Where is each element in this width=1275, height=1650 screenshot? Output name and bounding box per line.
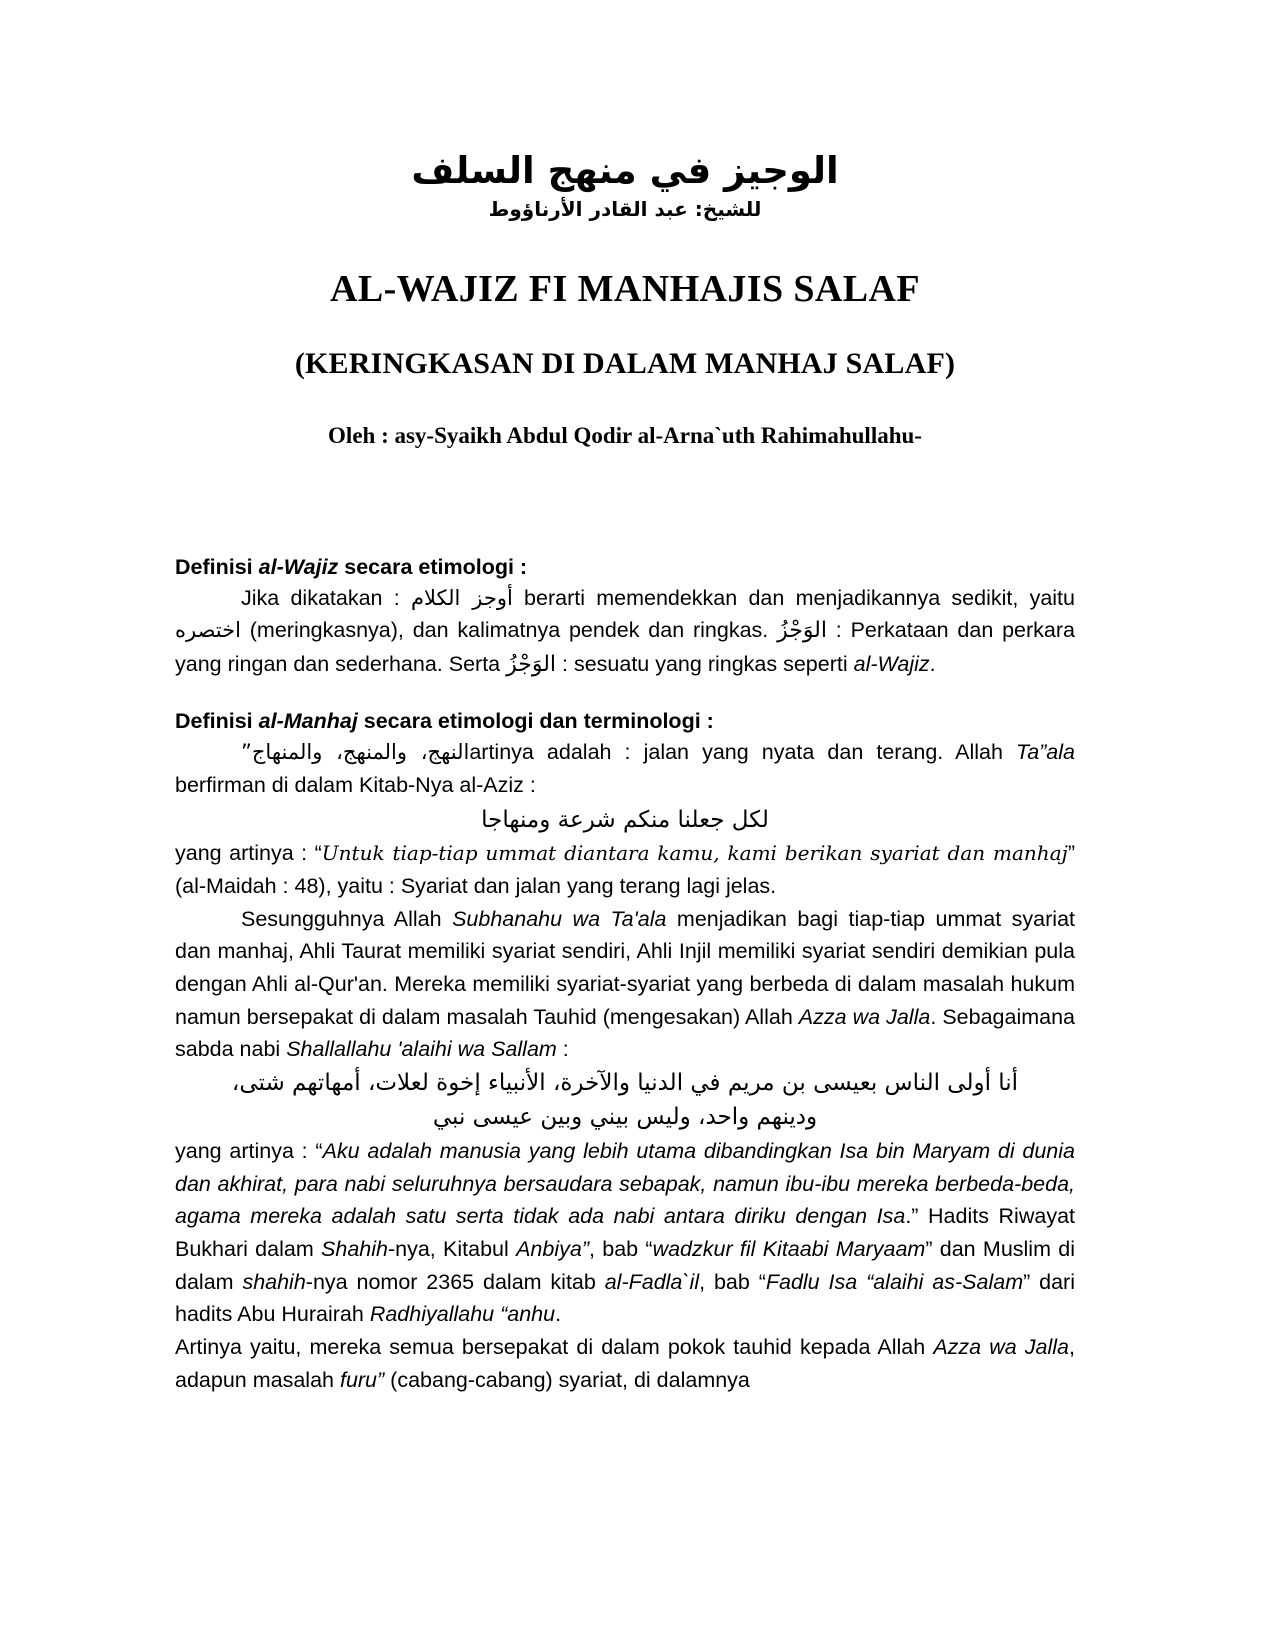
text-run: , bab “ — [588, 1237, 653, 1261]
quran-verse-al-maidah-48: لكل جعلنا منكم شرعة ومنهاجا — [481, 806, 769, 833]
text-run: . — [929, 651, 936, 676]
text-run: -nya nomor 2365 dalam kitab — [305, 1269, 605, 1294]
heading-prefix: Definisi — [175, 709, 259, 734]
paragraph-sesungguhnya-allah — [175, 903, 1075, 1066]
term-shallallahu-alaihi-wa-sallam: Shallallahu 'alaihi wa Sallam — [286, 1037, 557, 1062]
text-run: . Sebagaimana sabda nabi — [175, 1004, 1075, 1062]
heading-suffix: secara etimologi dan terminologi : — [357, 709, 714, 734]
term-azza-wa-jalla: Azza wa Jalla — [798, 1004, 931, 1029]
text-run: yang artinya : “ — [175, 1138, 323, 1163]
heading-definisi-al-wajiz — [175, 553, 1075, 582]
hadith-arabic-line-1: أنا أولى الناس بعيسى بن مريم في الدنيا والآخرة، الأنبياء إخوة لعلات، أمهاتهم شتى، — [231, 1069, 1019, 1096]
term-taala: Ta”ala — [1016, 740, 1075, 765]
term-anbiya: Anbiya” — [516, 1237, 589, 1261]
text-run: : sesuatu yang ringkas seperti — [556, 651, 854, 676]
term-subhanahu-wa-taala: Subhanahu wa Ta'ala — [452, 906, 667, 931]
byline: Oleh : asy-Syaikh Abdul Qodir al-Arna`uth Rahimahullahu- — [328, 422, 922, 448]
text-run: ” dan Muslim di dalam — [175, 1237, 1076, 1294]
heading-term: al-Wajiz — [258, 554, 339, 579]
paragraph-hadith-translation — [175, 1135, 1075, 1331]
text-run: (meringkasnya), dan kalimatnya pendek dan ringkas. — [240, 618, 778, 643]
main-title: AL-WAJIZ FI MANHAJIS SALAF — [330, 267, 920, 310]
text-run: : — [556, 1037, 569, 1062]
text-run: ” (al-Maidah : 48), yaitu : Syariat dan jalan yang terang lagi jelas. — [175, 841, 1075, 898]
arabic-phrase-an-nahj: النهج، والمنهج، والمنهاج” — [241, 740, 470, 765]
text-run: yang artinya : “ — [175, 841, 322, 866]
text-run: -nya, Kitabul — [387, 1237, 517, 1261]
paragraph-verse-translation — [175, 837, 1075, 902]
text-run: Jika dikatakan : — [241, 585, 411, 610]
arabic-word-al-wajz-1: الوَجْزُ — [777, 618, 827, 644]
page-content — [175, 0, 1075, 1396]
arabic-word-al-wajz-2: الوَجْزُ — [506, 651, 557, 677]
term-al-wajiz: al-Wajiz — [853, 651, 930, 676]
verse-translation-quote: Untuk tiap-tiap ummat diantara kamu, kami berikan syariat dan manhaj — [321, 841, 1068, 866]
heading-definisi-al-manhaj — [175, 707, 1075, 736]
arabic-phrase-ikhtasarahu: اختصره — [175, 618, 241, 643]
heading-term: al-Manhaj — [258, 709, 358, 734]
term-al-fadlail: al-Fadla`il — [604, 1269, 700, 1294]
arabic-author-line: للشيخ: عبد القادر الأرناؤوط — [488, 196, 762, 221]
arabic-title: الوجيز في منهج السلف — [411, 149, 839, 192]
text-run: menjadikan bagi tiap-tiap ummat syariat dan manhaj, Ahli Taurat memiliki syariat sendiri, Ahli Injil memiliki syariat sendiri demikian pula dengan Ahli al-Qur'an. Mereka memiliki syariat-syariat yang berbeda di dalam masalah hukum namun bersepakat di dalam masalah Tauhid (mengesakan) Allah — [175, 906, 1075, 1029]
text-run: berarti memendekkan dan menjadikannya sedikit, yaitu — [512, 585, 1075, 610]
term-fadlu-isa-alaihi-as-salam: Fadlu Isa “alaihi as-Salam — [765, 1269, 1024, 1294]
text-run: Artinya yaitu, mereka semua bersepakat di dalam pokok tauhid kepada Allah — [175, 1335, 934, 1360]
text-run: (cabang-cabang) syariat, di dalamnya — [384, 1367, 750, 1392]
term-shahih: Shahih — [321, 1237, 388, 1261]
text-run: , adapun masalah — [175, 1335, 1075, 1392]
text-run: , bab “ — [699, 1269, 766, 1294]
body-content — [175, 553, 1075, 1397]
text-run: ” dari hadits Abu Hurairah — [175, 1269, 1075, 1327]
term-azza-wa-jalla-2: Azza wa Jalla — [933, 1335, 1070, 1360]
text-run: Sesungguhnya Allah — [241, 906, 453, 931]
text-run: .” Hadits Riwayat Bukhari dalam — [175, 1204, 1075, 1261]
text-run: artinya adalah : jalan yang nyata dan terang. Allah — [469, 740, 1017, 765]
text-run: : Perkataan dan perkara yang ringan dan sederhana. Serta — [175, 618, 1075, 676]
paragraph-manhaj-arti — [175, 736, 1075, 802]
text-run: . — [555, 1302, 562, 1327]
term-radhiyallahu-anhu: Radhiyallahu “anhu — [369, 1302, 556, 1327]
arabic-phrase-aujaza-al-kalam: أوجز الكلام — [410, 585, 513, 610]
sub-title: (KERINGKASAN DI DALAM MANHAJ SALAF) — [294, 346, 956, 380]
hadith-arabic-line-2: ودينهم واحد، وليس بيني وبين عيسى نبي — [432, 1104, 818, 1131]
text-run: berfirman di dalam Kitab-Nya al-Aziz : — [175, 773, 536, 798]
paragraph-wajiz-etimologi — [175, 582, 1075, 682]
heading-suffix: secara etimologi : — [338, 554, 528, 579]
term-furu: furu” — [339, 1367, 385, 1392]
hadith-translation-quote: Aku adalah manusia yang lebih utama dibandingkan Isa bin Maryam di dunia dan akhirat, para nabi seluruhnya bersaudara sebapak, namun ibu-ibu mereka berbeda-beda, agama mereka adalah satu serta tidak ada nabi antara diriku dengan Isa — [175, 1138, 1075, 1229]
term-shahih-2: shahih — [242, 1269, 306, 1294]
paragraph-artinya-yaitu — [175, 1331, 1075, 1396]
heading-prefix: Definisi — [175, 554, 259, 579]
spacer — [175, 681, 1075, 707]
term-wadzkur-fil-kitaabi-maryaam: wadzkur fil Kitaabi Maryaam — [652, 1237, 926, 1261]
